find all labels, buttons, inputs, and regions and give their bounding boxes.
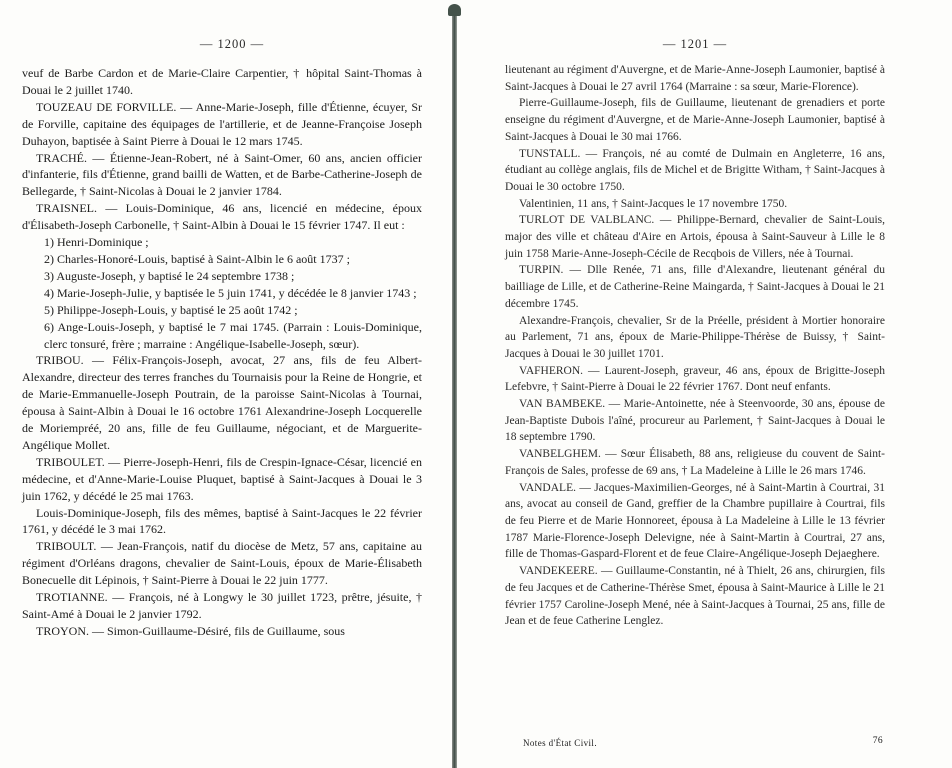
- entry-vandale: VANDALE. — Jacques-Maximilien-Georges, né à Saint-Martin à Courtrai, 31 ans, avocat au conseil de Gand, greffier de la Chambre pupillaire à Courtrai, fils de feu Pierre et de Marie Honnoreet, épousa à La Madeleine à Lille le 13 février 1787 Marie-Florence-Joseph Delevigne, née à Saint-Martin à Courtrai, 27 ans, fille de Thomas-Gaspard-Florent et de feue Claire-Angélique-Joseph Dejaeghere.: [505, 481, 885, 561]
- entry-tunstall: TUNSTALL. — François, né au comté de Dulmain en Angleterre, 16 ans, étudiant au collège anglais, fils de Michel et de Brigitte Witham, † Saint-Jacques à Douai le 30 octobre 1750.: [505, 147, 885, 193]
- right-page: [505, 0, 885, 768]
- page-number: — 1201 —: [662, 37, 728, 51]
- page-text: [505, 62, 885, 630]
- footer-label: Notes d'État Civil.: [523, 738, 597, 748]
- entry-triboult: TRIBOULT. — Jean-François, natif du diocèse de Metz, 57 ans, capitaine au régiment d'Orléans dragons, chevalier de Saint-Louis, époux de Marie-Élisabeth Bonecuelle dit Lépinois, † Saint-Pierre à Douai le 22 juin 1777.: [22, 539, 422, 588]
- child-item: 5) Philippe-Joseph-Louis, y baptisé le 25 août 1742 ;: [44, 302, 298, 317]
- entry-turlot: TURLOT DE VALBLANC. — Philippe-Bernard, chevalier de Saint-Louis, major des ville et château d'Aire en Artois, épousa à Saint-Sauveur à Lille le 8 juin 1758 Marie-Anne-Joseph-Cécile de Recqbois de Villers, née à Tournai.: [505, 214, 885, 260]
- book-spine: [452, 6, 457, 768]
- entry-traisnel: TRAISNEL. — Louis-Dominique, 46 ans, licencié en médecine, époux d'Élisabeth-Joseph Carbonelle, † Saint-Albin à Douai le 15 février 1747. Il eut :: [22, 201, 422, 233]
- paragraph: Pierre-Guillaume-Joseph, fils de Guillaume, lieutenant de grenadiers et porte enseigne du régiment d'Auvergne, et de Marie-Anne-Joseph Laumonier, baptisé à Saint-Jacques à Douai le 30 mai 1766.: [505, 97, 885, 143]
- paragraph: Louis-Dominique-Joseph, fils des mêmes, baptisé à Saint-Jacques le 22 février 1761, y décédé le 3 mai 1762.: [22, 505, 422, 537]
- entry-troyon: TROYON. — Simon-Guillaume-Désiré, fils de Guillaume, sous: [36, 623, 345, 638]
- entry-vafheron: VAFHERON. — Laurent-Joseph, graveur, 46 ans, époux de Brigitte-Joseph Lefebvre, † Saint-Pierre à Douai le 22 février 1767. Dont neuf enfants.: [505, 364, 885, 394]
- entry-vanbelghem: VANBELGHEM. — Sœur Élisabeth, 88 ans, religieuse du couvent de Saint-François de Sales, professe de 69 ans, † La Madeleine à Lille le 26 mars 1746.: [505, 448, 885, 477]
- entry-trache: TRACHÉ. — Étienne-Jean-Robert, né à Saint-Omer, 60 ans, ancien officier d'infanterie, fils d'Étienne, grand bailli de Watten, et de Barbe-Catherine-Joseph de Bellegarde, † Saint-Nicolas à Douai le 2 janvier 1784.: [22, 150, 422, 199]
- child-item: 3) Auguste-Joseph, y baptisé le 24 septembre 1738 ;: [44, 268, 295, 283]
- page-number: — 1200 —: [199, 37, 265, 51]
- paragraph: Valentinien, 11 ans, † Saint-Jacques le 17 novembre 1750.: [519, 197, 788, 210]
- page-footer: [523, 738, 885, 748]
- left-page: [22, 0, 422, 768]
- entry-turpin: TURPIN. — Dlle Renée, 71 ans, fille d'Alexandre, lieutenant général du bailliage de Lille, et de Catherine-Reine Maingarda, † Saint-Jacques à Douai le 21 décembre 1745.: [505, 264, 885, 310]
- child-item: 2) Charles-Honoré-Louis, baptisé à Saint-Albin le 6 août 1737 ;: [44, 251, 350, 266]
- entry-triboulet: TRIBOULET. — Pierre-Joseph-Henri, fils de Crespin-Ignace-César, licencié en médecine, et d'Anne-Marie-Louise Pluquet, baptisé à Saint-Jacques à Douai le 3 juin 1762, y décédé le 25 mai 1763.: [22, 454, 422, 503]
- child-item: 6) Ange-Louis-Joseph, y baptisé le 7 mai 1745. (Parrain : Louis-Dominique, clerc tonsuré, frère ; marraine : Angélique-Isabelle-Joseph, sœur).: [44, 319, 422, 351]
- paragraph: lieutenant au régiment d'Auvergne, et de Marie-Anne-Joseph Laumonier, baptisé à Saint-Jacques à Douai le 27 avril 1764 (Marraine : sa sœur, Marie-Florence).: [505, 64, 885, 93]
- entry-van-bambeke: VAN BAMBEKE. — Marie-Antoinette, née à Steenvoorde, 30 ans, épouse de Jean-Baptiste Dubois l'aîné, procureur au Parlement, † Saint-Jacques à Douai le 18 septembre 1790.: [505, 398, 885, 444]
- page-text: [22, 65, 422, 640]
- child-item: 4) Marie-Joseph-Julie, y baptisée le 5 juin 1741, y décédée le 8 janvier 1743 ;: [44, 285, 417, 300]
- book-spine-cap: [448, 4, 461, 16]
- entry-tribou: TRIBOU. — Félix-François-Joseph, avocat, 27 ans, fils de feu Albert-Alexandre, directeur des terres franches du Tournaisis pour la Reine de Hongrie, et de Marie-Emmanuelle-Joseph Poutrain, de la paroisse Saint-Nicolas à Tournai, épousa à Saint-Albin à Douai le 16 octobre 1761 Alexandrine-Joseph Locquerelle de Moriempréé, 20 ans, fille de feu Guillaume, négociant, et de Marguerite-Angélique Mollet.: [22, 353, 422, 452]
- entry-vandekeere: VANDEKEERE. — Guillaume-Constantin, né à Thielt, 26 ans, chirurgien, fils de feu Jacques et de Catherine-Thérèse Smet, épousa à Saint-Maurice à Lille le 21 février 1757 Caroline-Joseph Mené, née à Saint-Jacques à Tournai, 25 ans, fille de Jean et de feue Catherine Lenglez.: [505, 565, 885, 628]
- entry-touzeau: TOUZEAU DE FORVILLE. — Anne-Marie-Joseph, fille d'Étienne, écuyer, Sr de Forville, capitaine des équipages de l'artillerie, et de Jeanne-Françoise Joseph Duhayon, baptisée à Saint Pierre à Douai le 12 mars 1745.: [22, 99, 422, 148]
- child-item: 1) Henri-Dominique ;: [44, 235, 149, 250]
- entry-trotianne: TROTIANNE. — François, né à Longwy le 30 juillet 1723, prêtre, jésuite, † Saint-Amé à Douai le 2 janvier 1792.: [22, 590, 422, 621]
- paragraph: veuf de Barbe Cardon et de Marie-Claire Carpentier, † hôpital Saint-Thomas à Douai le 2 juillet 1740.: [22, 66, 422, 97]
- signature-number: 76: [872, 736, 883, 746]
- paragraph: Alexandre-François, chevalier, Sr de la Préelle, président à Mortier honoraire au Parlement, 71 ans, époux de Marie-Philippe-Thérèse de Buissy, † Saint-Jacques à Douai le 30 juillet 1701.: [505, 314, 885, 360]
